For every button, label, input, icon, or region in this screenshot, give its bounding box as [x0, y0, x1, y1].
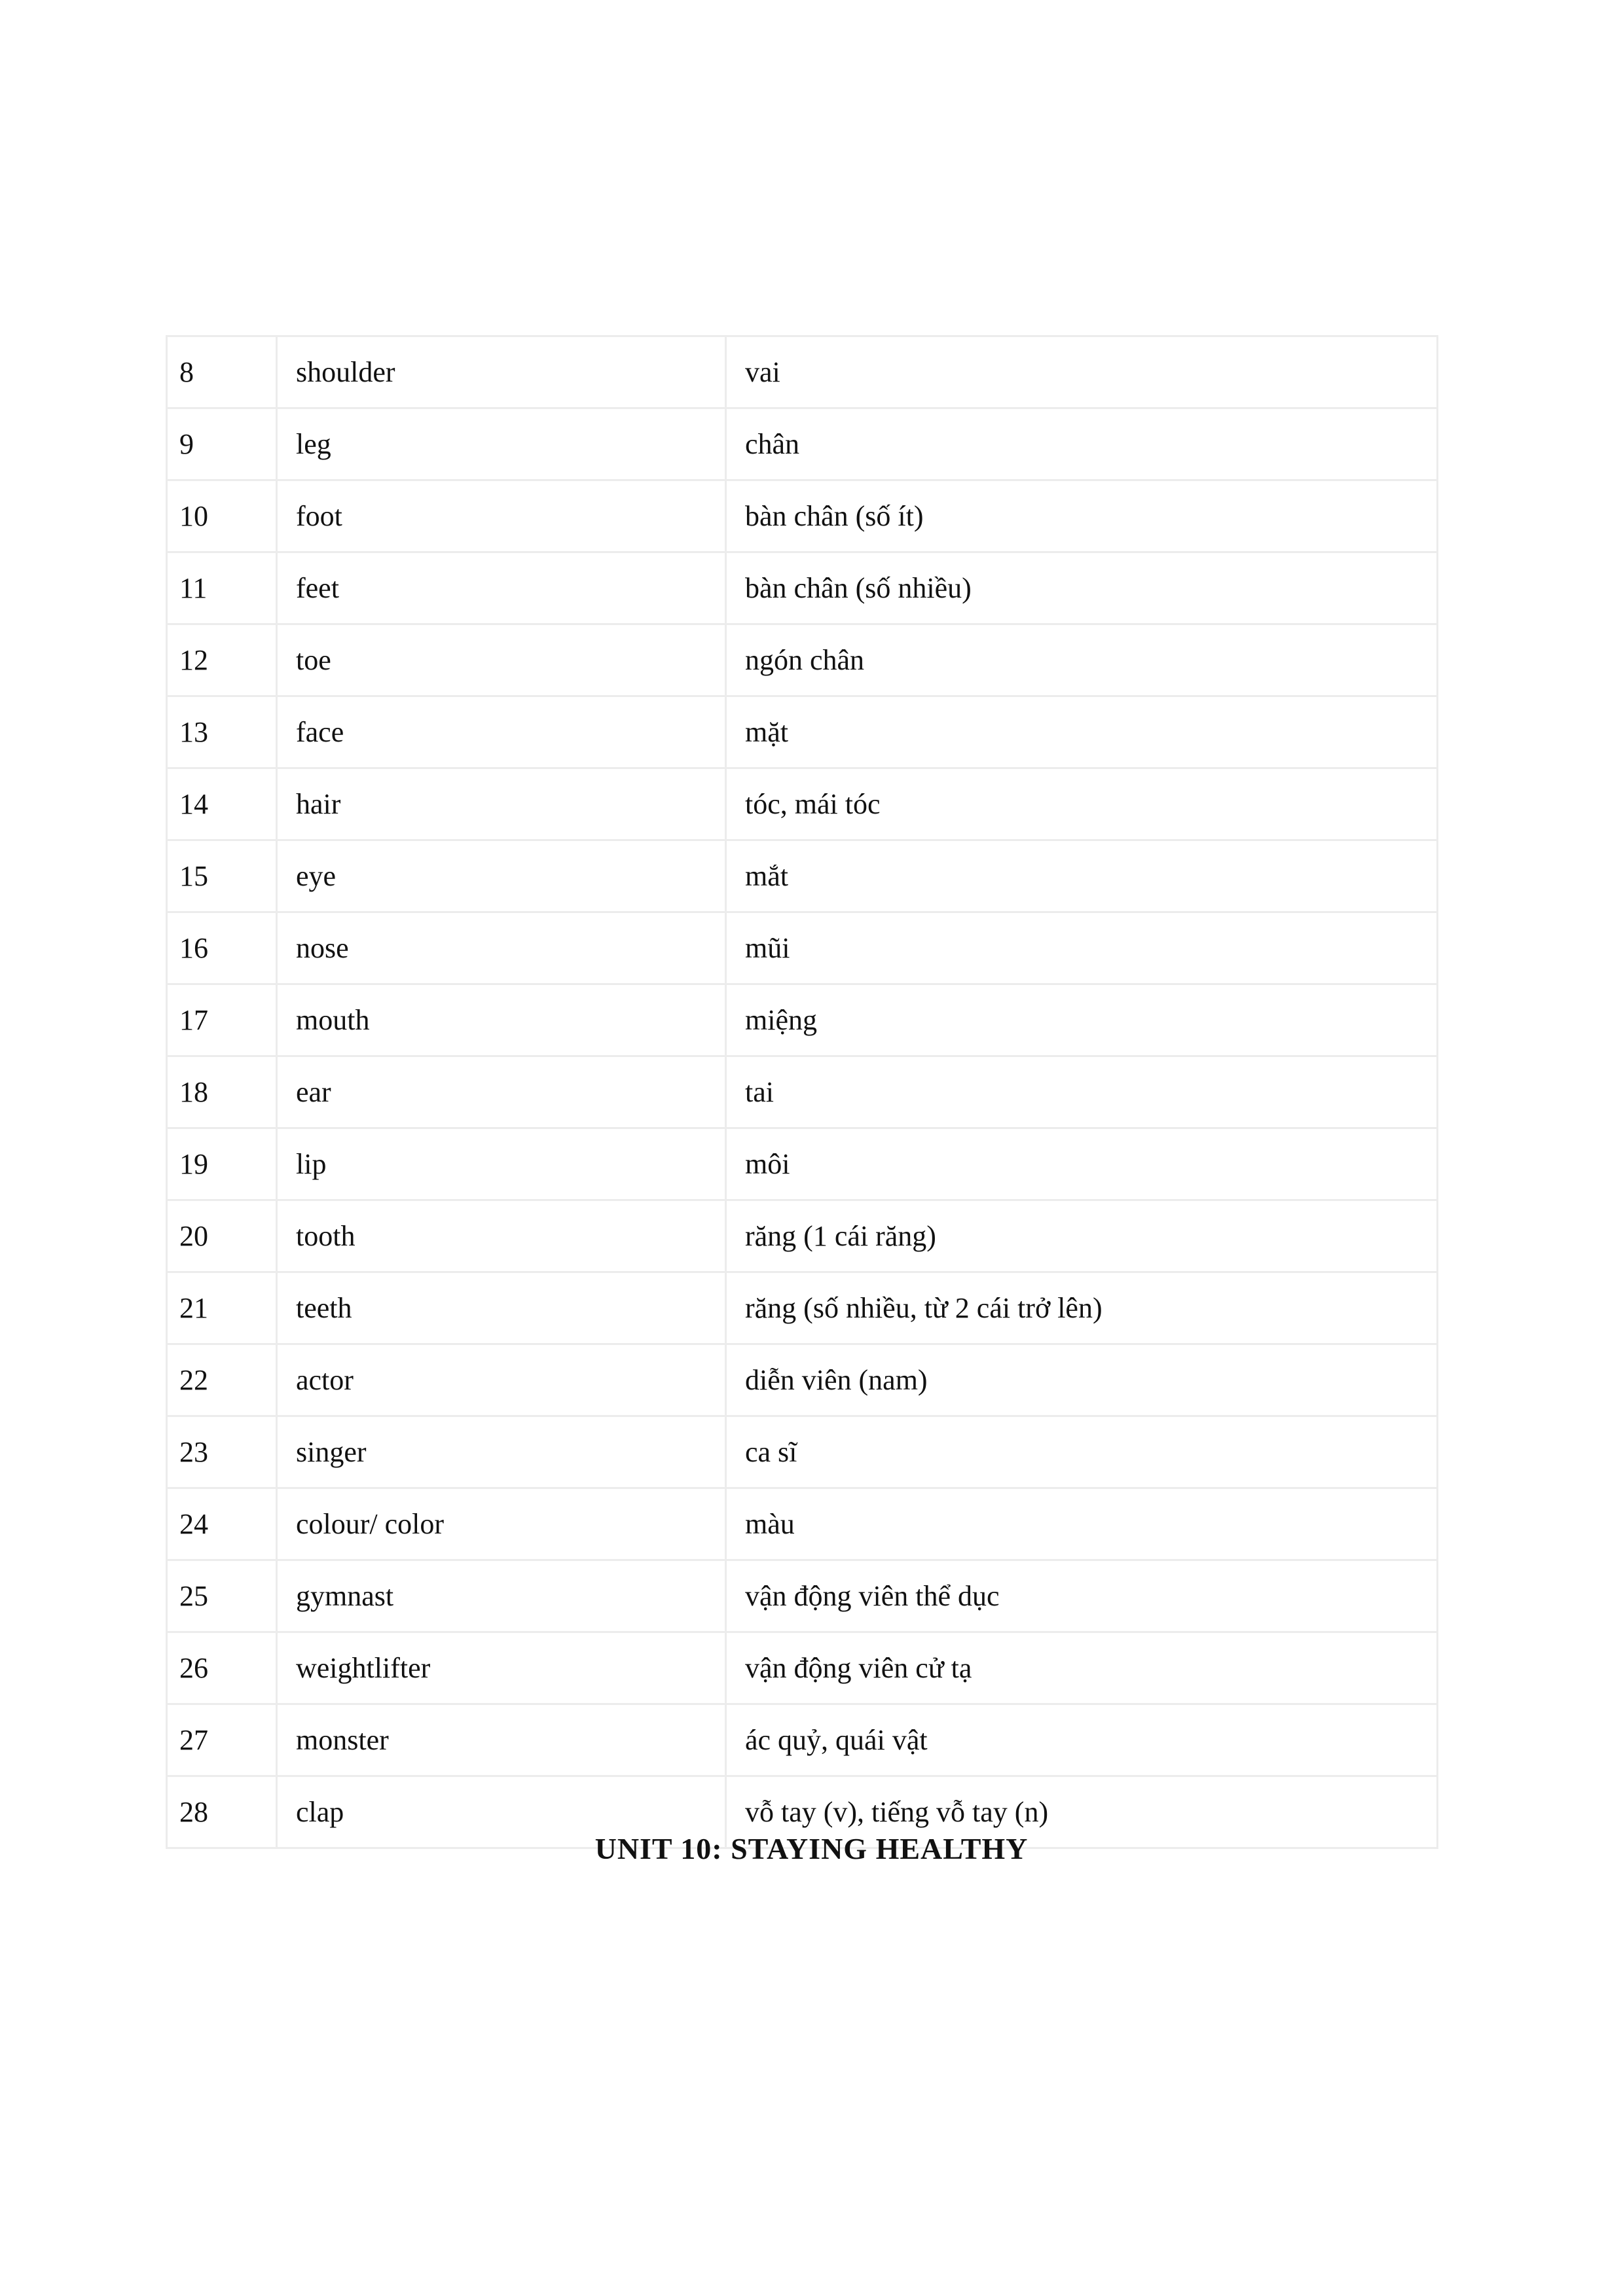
- vietnamese-meaning: răng (1 cái răng): [726, 1200, 1438, 1272]
- vocabulary-table: [166, 335, 1438, 1849]
- vietnamese-meaning: vai: [726, 336, 1438, 408]
- vietnamese-meaning: bàn chân (số nhiều): [726, 552, 1438, 624]
- table-row: [167, 1200, 1438, 1272]
- english-word: feet: [277, 552, 726, 624]
- table-row: [167, 1056, 1438, 1128]
- vietnamese-meaning: chân: [726, 408, 1438, 480]
- english-word: mouth: [277, 984, 726, 1056]
- english-word: tooth: [277, 1200, 726, 1272]
- english-word: leg: [277, 408, 726, 480]
- vietnamese-meaning: môi: [726, 1128, 1438, 1200]
- row-number: 26: [167, 1632, 277, 1704]
- row-number: 25: [167, 1560, 277, 1632]
- table-row: [167, 1560, 1438, 1632]
- vietnamese-meaning: miệng: [726, 984, 1438, 1056]
- table-row: [167, 480, 1438, 552]
- table-row: [167, 1632, 1438, 1704]
- row-number: 21: [167, 1272, 277, 1344]
- row-number: 27: [167, 1704, 277, 1776]
- table-row: [167, 984, 1438, 1056]
- table-row: [167, 552, 1438, 624]
- english-word: colour/ color: [277, 1488, 726, 1560]
- row-number: 20: [167, 1200, 277, 1272]
- table-row: [167, 1128, 1438, 1200]
- row-number: 8: [167, 336, 277, 408]
- english-word: nose: [277, 912, 726, 984]
- vietnamese-meaning: ca sĩ: [726, 1416, 1438, 1488]
- english-word: clap: [277, 1776, 726, 1848]
- english-word: actor: [277, 1344, 726, 1416]
- row-number: 16: [167, 912, 277, 984]
- table-row: [167, 768, 1438, 840]
- english-word: hair: [277, 768, 726, 840]
- english-word: teeth: [277, 1272, 726, 1344]
- vietnamese-meaning: diễn viên (nam): [726, 1344, 1438, 1416]
- table-row: [167, 1272, 1438, 1344]
- vietnamese-meaning: mũi: [726, 912, 1438, 984]
- vietnamese-meaning: tóc, mái tóc: [726, 768, 1438, 840]
- english-word: shoulder: [277, 336, 726, 408]
- row-number: 15: [167, 840, 277, 912]
- row-number: 11: [167, 552, 277, 624]
- english-word: face: [277, 696, 726, 768]
- english-word: lip: [277, 1128, 726, 1200]
- vietnamese-meaning: vận động viên thể dục: [726, 1560, 1438, 1632]
- row-number: 17: [167, 984, 277, 1056]
- row-number: 9: [167, 408, 277, 480]
- table-row: [167, 1488, 1438, 1560]
- vietnamese-meaning: màu: [726, 1488, 1438, 1560]
- english-word: singer: [277, 1416, 726, 1488]
- english-word: weightlifter: [277, 1632, 726, 1704]
- english-word: toe: [277, 624, 726, 696]
- table-row: [167, 1416, 1438, 1488]
- row-number: 22: [167, 1344, 277, 1416]
- unit-heading: UNIT 10: STAYING HEALTHY: [594, 1832, 1029, 1865]
- vocabulary-table-body: [167, 336, 1438, 1848]
- vietnamese-meaning: răng (số nhiều, từ 2 cái trở lên): [726, 1272, 1438, 1344]
- table-row: [167, 1344, 1438, 1416]
- row-number: 23: [167, 1416, 277, 1488]
- vietnamese-meaning: bàn chân (số ít): [726, 480, 1438, 552]
- table-row: [167, 1704, 1438, 1776]
- english-word: ear: [277, 1056, 726, 1128]
- vietnamese-meaning: vỗ tay (v), tiếng vỗ tay (n): [726, 1776, 1438, 1848]
- vietnamese-meaning: mặt: [726, 696, 1438, 768]
- vietnamese-meaning: mắt: [726, 840, 1438, 912]
- table-row: [167, 696, 1438, 768]
- table-row: [167, 624, 1438, 696]
- english-word: eye: [277, 840, 726, 912]
- vietnamese-meaning: tai: [726, 1056, 1438, 1128]
- vietnamese-meaning: vận động viên cử tạ: [726, 1632, 1438, 1704]
- row-number: 14: [167, 768, 277, 840]
- row-number: 18: [167, 1056, 277, 1128]
- table-row: [167, 912, 1438, 984]
- table-row: [167, 408, 1438, 480]
- english-word: gymnast: [277, 1560, 726, 1632]
- row-number: 13: [167, 696, 277, 768]
- table-row: [167, 840, 1438, 912]
- table-row: [167, 336, 1438, 408]
- row-number: 24: [167, 1488, 277, 1560]
- vietnamese-meaning: ác quỷ, quái vật: [726, 1704, 1438, 1776]
- english-word: monster: [277, 1704, 726, 1776]
- english-word: foot: [277, 480, 726, 552]
- row-number: 12: [167, 624, 277, 696]
- vietnamese-meaning: ngón chân: [726, 624, 1438, 696]
- row-number: 28: [167, 1776, 277, 1848]
- row-number: 10: [167, 480, 277, 552]
- row-number: 19: [167, 1128, 277, 1200]
